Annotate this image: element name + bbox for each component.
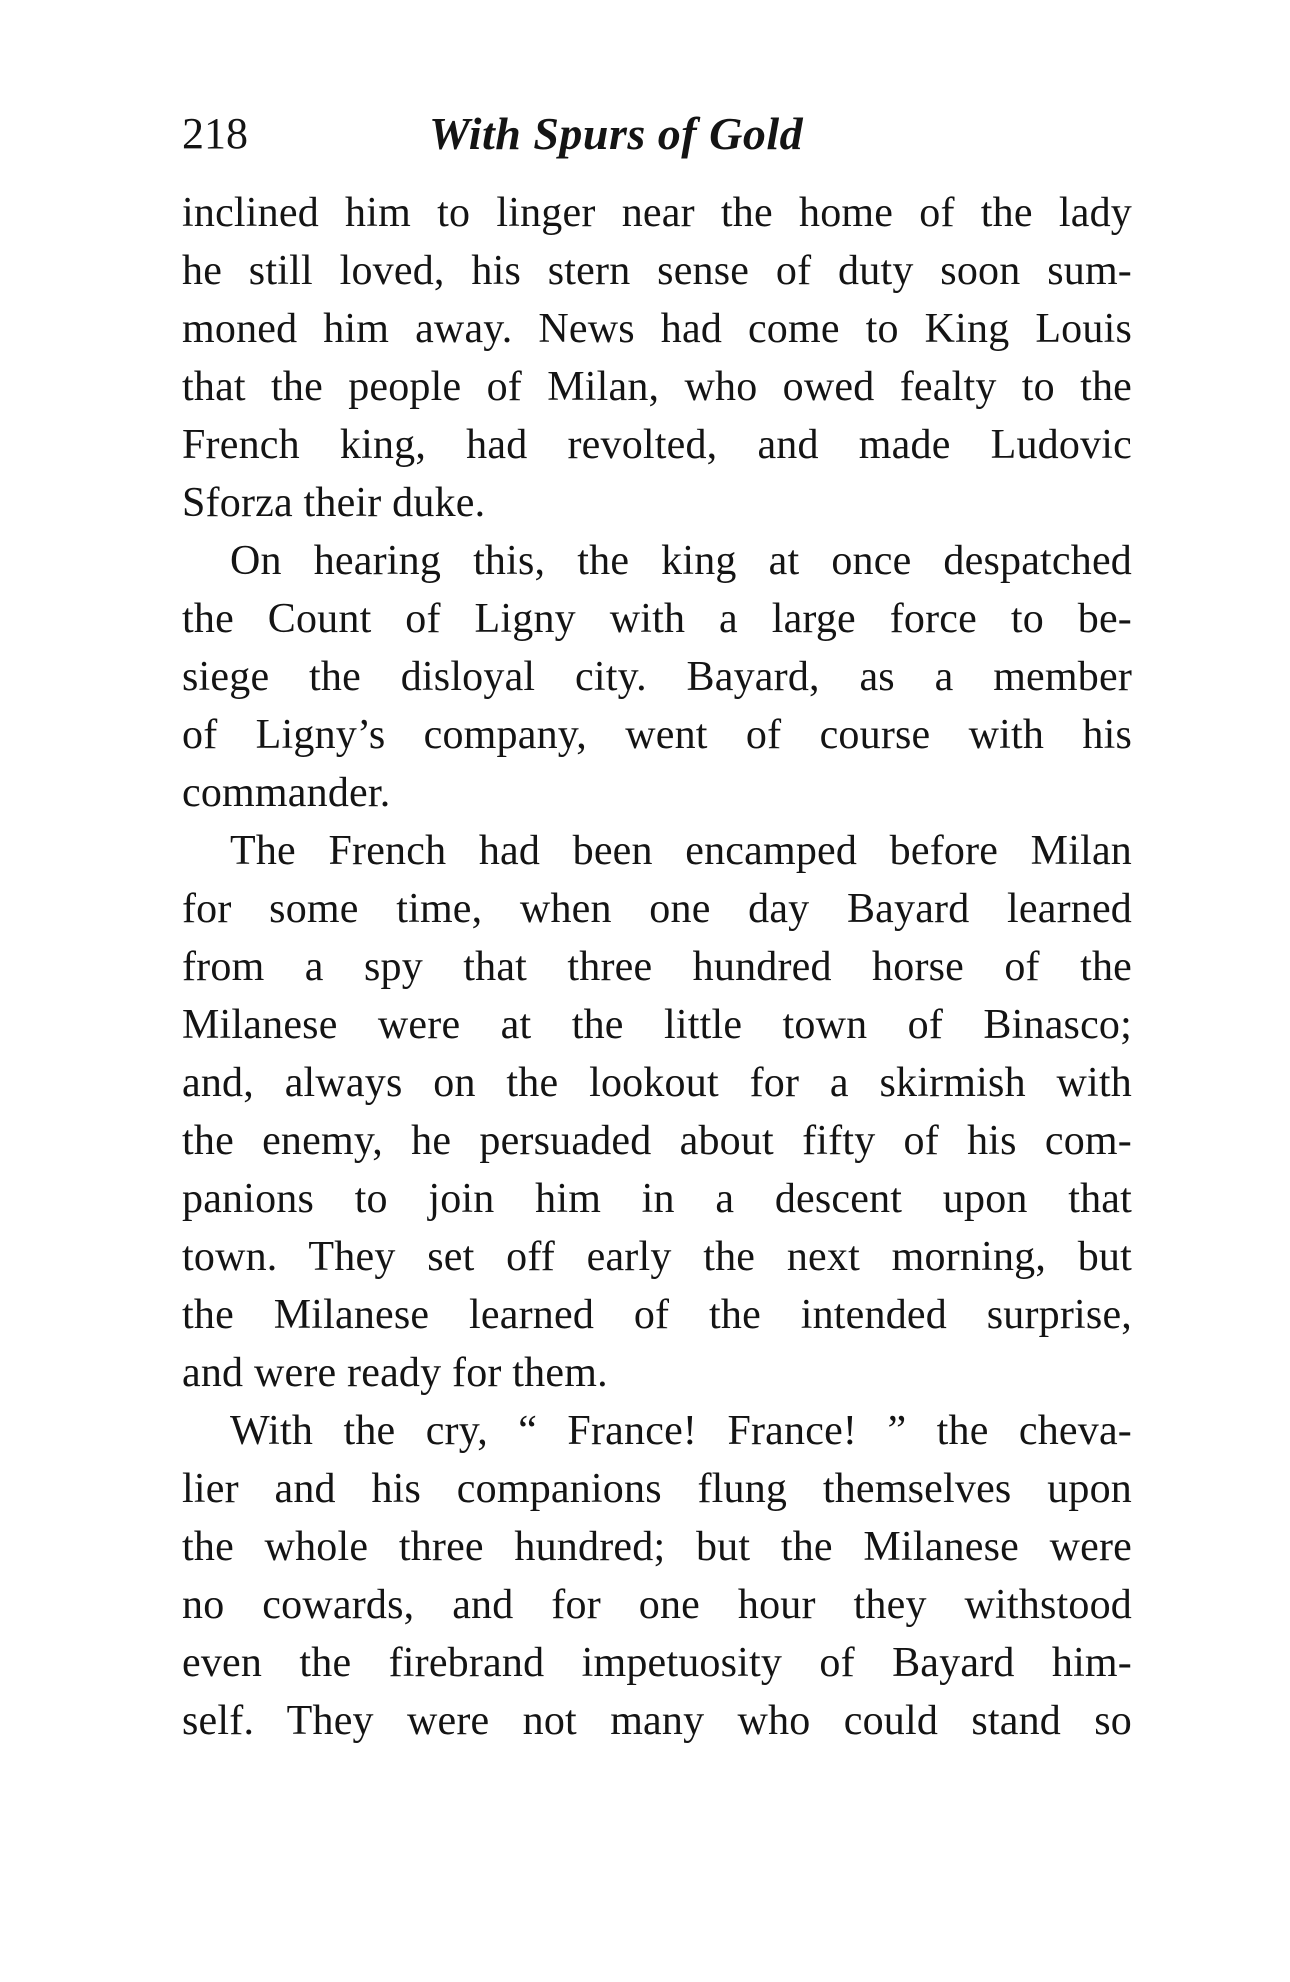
page-header — [182, 104, 1142, 164]
paragraph — [182, 822, 1132, 1402]
text-line: The French had been encamped before Milan — [230, 828, 1132, 874]
text-line: the whole three hundred; but the Milanese were — [182, 1524, 1132, 1570]
text-line: panions to join him in a descent upon that — [182, 1176, 1132, 1222]
text-line: Milanese were at the little town of Binasco; — [182, 1002, 1132, 1048]
text-line: the Milanese learned of the intended surprise, — [182, 1292, 1132, 1338]
text-line: the enemy, he persuaded about fifty of his com- — [182, 1118, 1132, 1164]
paragraph — [182, 184, 1132, 532]
text-line: town. They set off early the next morning, but — [182, 1234, 1132, 1280]
text-line: lier and his companions flung themselves upon — [182, 1466, 1132, 1512]
body-text — [182, 184, 1132, 1750]
text-line: French king, had revolted, and made Ludovic — [182, 422, 1132, 468]
text-line: no cowards, and for one hour they withstood — [182, 1582, 1132, 1628]
text-line: On hearing this, the king at once despatched — [230, 538, 1132, 584]
text-line: for some time, when one day Bayard learned — [182, 886, 1132, 932]
text-line: Sforza their duke. — [182, 480, 486, 526]
text-line: and, always on the lookout for a skirmish with — [182, 1060, 1132, 1106]
text-line: the Count of Ligny with a large force to be- — [182, 596, 1132, 642]
paragraph — [182, 1402, 1132, 1750]
text-line: and were ready for them. — [182, 1350, 608, 1396]
text-line: from a spy that three hundred horse of the — [182, 944, 1132, 990]
text-line: he still loved, his stern sense of duty soon sum- — [182, 248, 1132, 294]
paragraph — [182, 532, 1132, 822]
text-line: moned him away. News had come to King Louis — [182, 306, 1132, 352]
text-line: self. They were not many who could stand so — [182, 1698, 1132, 1744]
text-line: commander. — [182, 770, 391, 816]
text-line: With the cry, “ France! France! ” the cheva- — [230, 1408, 1132, 1454]
text-line: even the firebrand impetuosity of Bayard him- — [182, 1640, 1132, 1686]
text-line: inclined him to linger near the home of the lady — [182, 190, 1132, 236]
text-line: that the people of Milan, who owed fealty to the — [182, 364, 1132, 410]
text-line: siege the disloyal city. Bayard, as a member — [182, 654, 1132, 700]
running-title: With Spurs of Gold — [429, 108, 804, 159]
page-number: 218 — [182, 109, 248, 158]
text-line: of Ligny’s company, went of course with his — [182, 712, 1132, 758]
